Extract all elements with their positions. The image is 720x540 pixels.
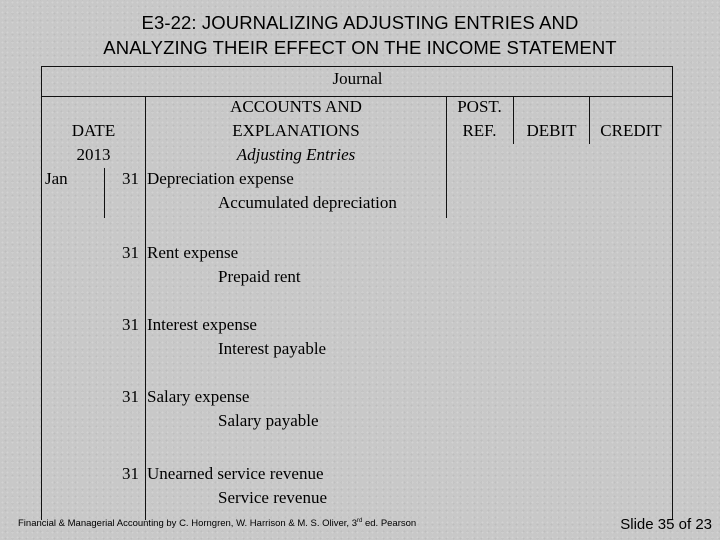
column-header-accounts-line-2: EXPLANATIONS [232, 121, 360, 140]
entry-credit-account: Accumulated depreciation [218, 193, 397, 212]
column-header-postref-line-2: REF. [462, 121, 497, 140]
entry-day: 31 [122, 464, 139, 483]
entry-day: 31 [122, 169, 139, 188]
journal-year: 2013 [76, 145, 111, 164]
slide-of: of [678, 516, 692, 533]
column-header-date: DATE [71, 121, 116, 140]
entry-day: 31 [122, 243, 139, 262]
journal-heading: Journal [332, 69, 383, 88]
column-header-debit: DEBIT [526, 121, 577, 140]
slide-total: 23 [695, 516, 712, 533]
column-header-postref-line-1: POST. [457, 97, 502, 116]
slide-title-line-2: ANALYZING THEIR EFFECT ON THE INCOME STATEMENT [103, 37, 617, 58]
citation-publisher: ed. Pearson [362, 518, 417, 530]
citation-text: Financial & Managerial Accounting by C. Horngren, W. Harrison & M. S. Oliver, 3 [18, 518, 357, 530]
column-header-credit: CREDIT [600, 121, 662, 140]
slide-counter [620, 516, 712, 533]
entry-day: 31 [122, 387, 139, 406]
entry-debit-account: Salary expense [147, 387, 250, 406]
table-border-right [672, 66, 673, 520]
slide-title-line-1: E3-22: JOURNALIZING ADJUSTING ENTRIES AND [141, 12, 579, 33]
slide-title [0, 10, 720, 60]
entry-credit-account: Interest payable [218, 339, 327, 358]
entry-credit-account: Service revenue [218, 488, 328, 507]
slide-label: Slide [620, 516, 654, 533]
entry-debit-account: Interest expense [147, 315, 257, 334]
column-divider-month [104, 168, 105, 218]
entry-debit-account: Rent expense [147, 243, 239, 262]
citation-edition-suffix: rd [356, 518, 363, 524]
entry-credit-account: Salary payable [218, 411, 319, 430]
entry-debit-account: Depreciation expense [147, 169, 294, 188]
entry-debit-account: Unearned service revenue [147, 464, 324, 483]
slide-number: 35 [657, 516, 675, 533]
adjusting-entries-label: Adjusting Entries [236, 145, 356, 164]
entry-day: 31 [122, 315, 139, 334]
entry-credit-account: Prepaid rent [218, 267, 301, 286]
journal-month: Jan [45, 169, 68, 188]
citation [18, 518, 416, 529]
column-header-accounts-line-1: ACCOUNTS AND [230, 97, 362, 116]
